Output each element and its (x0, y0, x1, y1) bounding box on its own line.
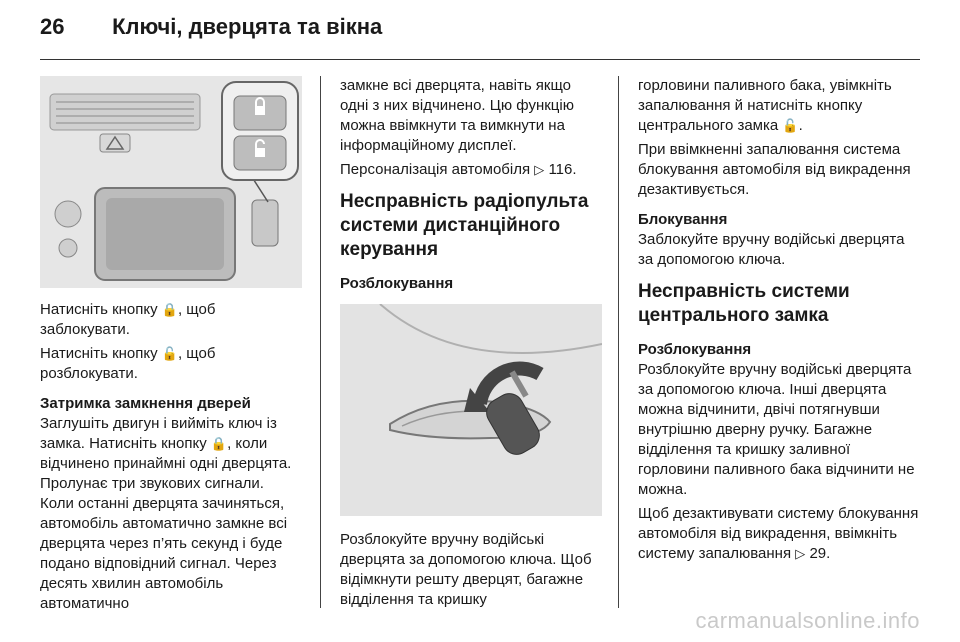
column-divider (618, 76, 619, 608)
continued-text: горловини паливного бака, увімкніть запалювання й натисніть кнопку центрального замка 🔓. (638, 77, 892, 134)
unlock-instruction: Натисніть кнопку 🔓, щоб розблокувати. (40, 345, 216, 382)
column-3 (638, 76, 920, 568)
arrow-right-triangle-icon: ▷ (534, 162, 545, 177)
page-number: 26 (40, 14, 65, 39)
watermark: carmanualsonline.info (695, 608, 920, 633)
column-1 (40, 76, 302, 618)
lock-text: Заблокуйте вручну водійські дверцята за допомогою ключа. (638, 231, 905, 268)
dashboard-lock-buttons-illustration (40, 76, 302, 288)
section-subheading: Розблокування (340, 275, 454, 292)
continued-text: замкне всі дверцята, навіть якщо одні з них відчинено. Цю функцію можна ввімкнути та вимкнути на інформаційному дисплеї. (340, 77, 574, 154)
immobiliser-text: При ввімкненні запалювання система блокування автомобіля від викрадення дезактивується. (638, 141, 911, 198)
personalisation-ref: Персоналізація автомобіля ▷ 116. (340, 161, 577, 178)
page-title: Ключі, дверцята та вікна (112, 14, 383, 39)
section-subheading: Розблокування (638, 341, 752, 358)
header-rule (40, 59, 920, 60)
section-subheading: Блокування (638, 211, 728, 228)
padlock-open-icon: 🔓 (782, 118, 799, 133)
remote-fault-heading: Несправність радіопульта системи дистанційного керування (340, 191, 589, 260)
page-header (40, 14, 382, 40)
central-unlock-text: Розблокуйте вручну водійські дверцята за допомогою ключа. Інші дверцята можна відчинити, двічі потягнувши внутрішню дверну ручку. Багажне відділення та кришку заливної горловини паливного бака відчинити не можна. (638, 361, 915, 498)
lock-instruction: Натисніть кнопку 🔒, щоб заблокувати. (40, 301, 216, 338)
column-2 (340, 76, 602, 614)
padlock-closed-icon: 🔒 (210, 436, 228, 451)
delay-text: Заглушіть двигун і вийміть ключ із замка. Натисніть кнопку 🔒, коли відчинено принаймні одні дверцята. Пролунає три звукових сигнали. Коли останні дверцята зачиняться, автомобіль автоматично замкне всі дверцята через п’ять секунд і буде подано відповідний сигнал. Через десять хвилин автомобіль автоматично (40, 415, 292, 612)
central-lock-fault-heading: Несправність системи центрального замка (638, 281, 850, 326)
deactivate-text: Щоб дезактивувати систему блокування автомобіля від викрадення, ввімкніть систему запалювання ▷ 29. (638, 505, 919, 562)
padlock-open-icon: 🔓 (161, 346, 178, 361)
column-divider (320, 76, 321, 608)
manual-unlock-text: Розблокуйте вручну водійські дверцята за допомогою ключа. Щоб відімкнути решту дверцят, багажне відділення та кришку (340, 531, 592, 608)
padlock-closed-icon: 🔒 (161, 302, 178, 317)
door-handle-key-illustration (340, 304, 602, 516)
arrow-right-triangle-icon: ▷ (795, 546, 806, 561)
section-subheading: Затримка замкнення дверей (40, 395, 251, 412)
